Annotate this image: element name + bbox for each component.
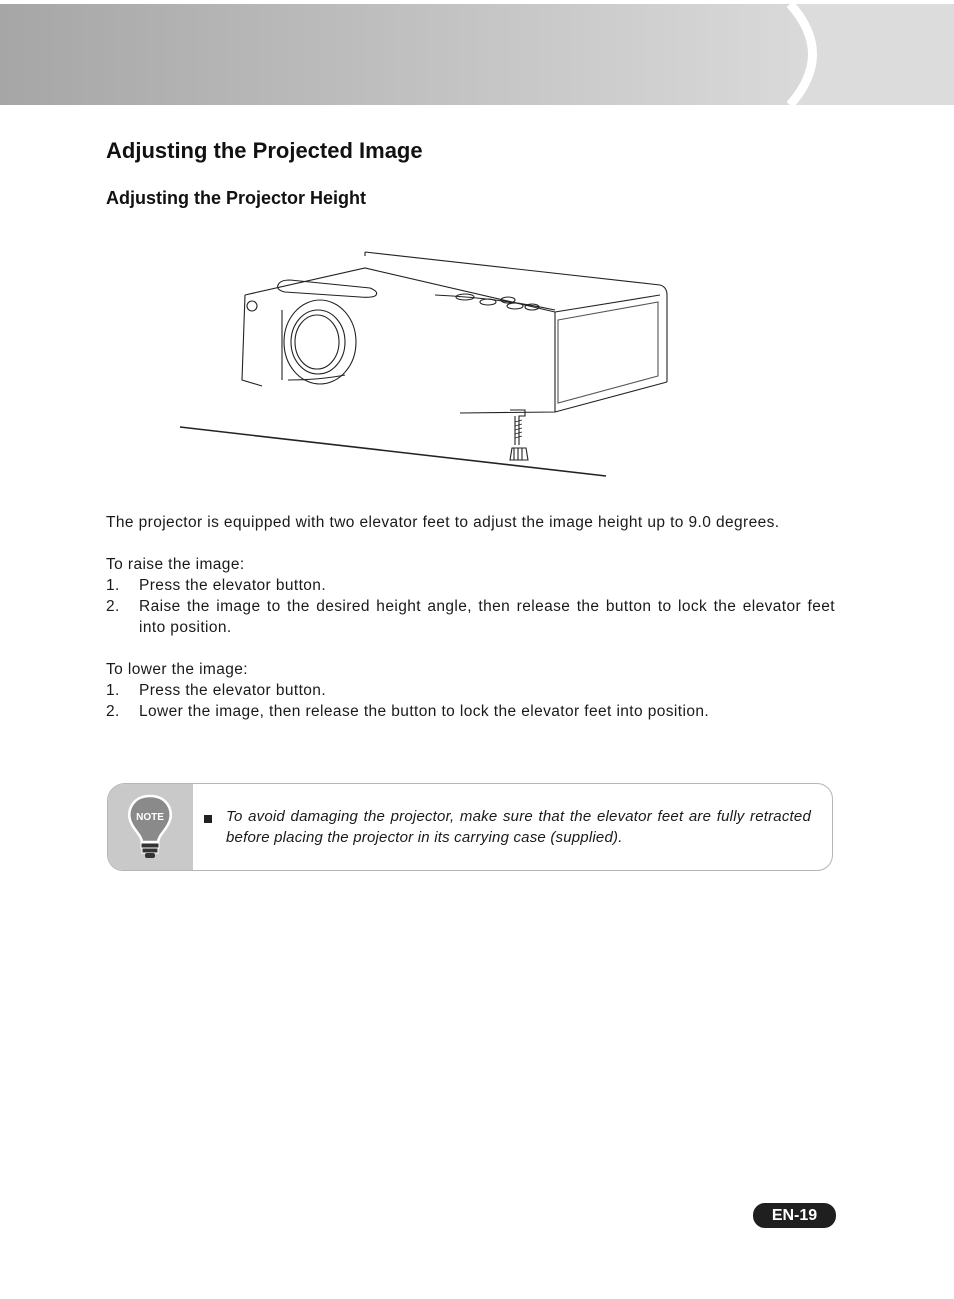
raise-heading: To raise the image: (106, 556, 245, 573)
step-number: 1. (106, 577, 120, 594)
step-text: Raise the image to the desired height angle, then release the button to lock the elevator feet into position. (139, 598, 835, 636)
step-number: 2. (106, 703, 120, 720)
projector-illustration (170, 240, 670, 490)
header-band (0, 0, 954, 108)
list-item (106, 680, 835, 701)
note-text: To avoid damaging the projector, make sure that the elevator feet are fully retracted before placing the projector in its carrying case (supplied). (226, 808, 811, 846)
raise-steps (106, 575, 835, 638)
step-text: Lower the image, then release the button to lock the elevator feet into position. (139, 703, 710, 720)
list-item (106, 575, 835, 596)
step-number: 1. (106, 682, 120, 699)
step-number: 2. (106, 598, 120, 615)
lightbulb-note-icon (108, 784, 193, 870)
bullet-icon (204, 815, 212, 823)
page-number-badge: EN-19 (753, 1203, 836, 1228)
note-box (107, 783, 833, 871)
note-icon-label: NOTE (136, 812, 164, 823)
intro-paragraph: The projector is equipped with two elevator feet to adjust the image height up to 9.0 degrees. (106, 514, 780, 531)
section-subtitle: Adjusting the Projector Height (106, 188, 367, 208)
page-title: Adjusting the Projected Image (106, 138, 423, 163)
lower-heading: To lower the image: (106, 661, 248, 678)
list-item (106, 596, 835, 638)
note-icon-cell (108, 784, 193, 870)
body-content (106, 512, 835, 722)
step-text: Press the elevator button. (139, 682, 327, 699)
list-item (106, 701, 835, 722)
lower-steps (106, 680, 835, 722)
step-text: Press the elevator button. (139, 577, 327, 594)
